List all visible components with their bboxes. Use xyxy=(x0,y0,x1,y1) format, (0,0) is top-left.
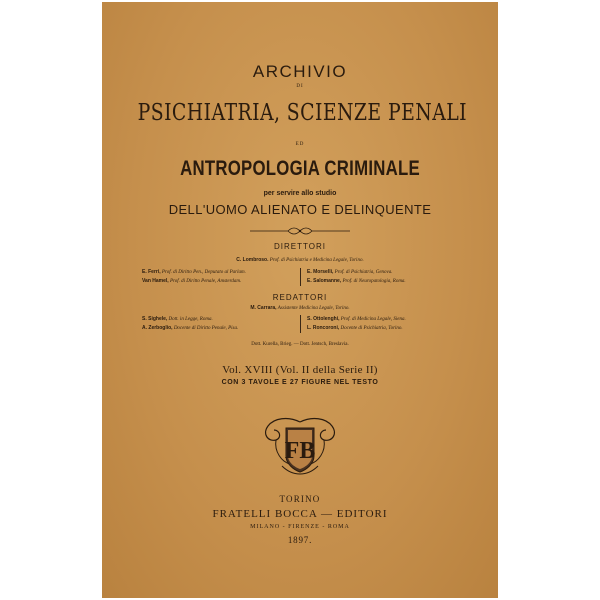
publisher-cities: MILANO - FIRENZE - ROMA xyxy=(250,524,350,530)
connector-ed: ED xyxy=(295,142,305,147)
column-divider xyxy=(300,315,301,333)
directors-columns xyxy=(142,268,472,288)
director-item: Van Hamel, Prof. di Diritto Penale, Amsterdam. xyxy=(142,278,242,284)
subtitle-per-servire: per servire allo studio xyxy=(263,190,337,197)
volume-label: Vol. XVIII (Vol. II della Serie II) xyxy=(222,364,378,376)
publisher-city: TORINO xyxy=(279,494,321,504)
director-item: E. Ferri, Prof. di Diritto Pen., Deputato al Parlam. xyxy=(142,269,246,275)
publication-year: 1897. xyxy=(287,535,313,545)
directors-right xyxy=(307,268,472,286)
subtitle-dell-uomo: DELL'UOMO ALIENATO E DELINQUENTE xyxy=(168,202,432,217)
editor-item: L. Roncoroni, Docente di Psichiatria, Torino. xyxy=(307,325,403,331)
column-divider xyxy=(300,268,301,286)
publisher-monogram-emblem xyxy=(260,412,340,476)
journal-title-line1: PSICHIATRIA, SCIENZE PENALI xyxy=(137,100,468,126)
director-item: E. Morselli, Prof. di Psichiatria, Genova. xyxy=(307,269,393,275)
editor-head-name: M. Carrara, xyxy=(250,305,277,311)
director-item: E. Salomanne, Prof. di Neuropatologia, Roma. xyxy=(307,278,406,284)
editors-columns xyxy=(142,315,472,335)
journal-title-line2: ANTROPOLOGIA CRIMINALE xyxy=(180,157,420,180)
editor-head-desc: Assistente Medicina Legale, Torino. xyxy=(277,306,350,311)
editor-item: S. Ottolenghi, Prof. di Medicina Legale, Siena. xyxy=(307,316,406,322)
editor-item: A. Zerboglio, Docente di Diritto Penale, Pisa. xyxy=(142,325,239,331)
ornamental-rule xyxy=(248,227,352,235)
editor-head xyxy=(102,305,498,311)
editors-heading: REDATTORI xyxy=(272,293,328,302)
director-head xyxy=(102,257,498,263)
editors-bottom-line: Dott. Kurella, Brieg. — Dott. Jentsch, Breslavia. xyxy=(251,342,349,347)
editors-left xyxy=(142,315,302,333)
director-head-desc: Prof. di Psichiatria e Medicina Legale, Torino. xyxy=(269,258,364,263)
editors-right xyxy=(307,315,472,333)
directors-heading: DIRETTORI xyxy=(274,242,326,251)
book-cover xyxy=(102,2,498,598)
journal-title-archivio: ARCHIVIO xyxy=(252,62,348,81)
directors-left xyxy=(142,268,302,286)
connector-di: DI xyxy=(296,84,304,89)
svg-text:FB: FB xyxy=(284,438,316,464)
publisher-name: FRATELLI BOCCA — EDITORI xyxy=(212,508,388,520)
plates-figures-label: CON 3 TAVOLE E 27 FIGURE NEL TESTO xyxy=(221,379,379,386)
director-head-name: C. Lombroso. xyxy=(236,257,269,263)
editor-item: S. Sighele, Dott. in Legge, Roma. xyxy=(142,316,213,322)
